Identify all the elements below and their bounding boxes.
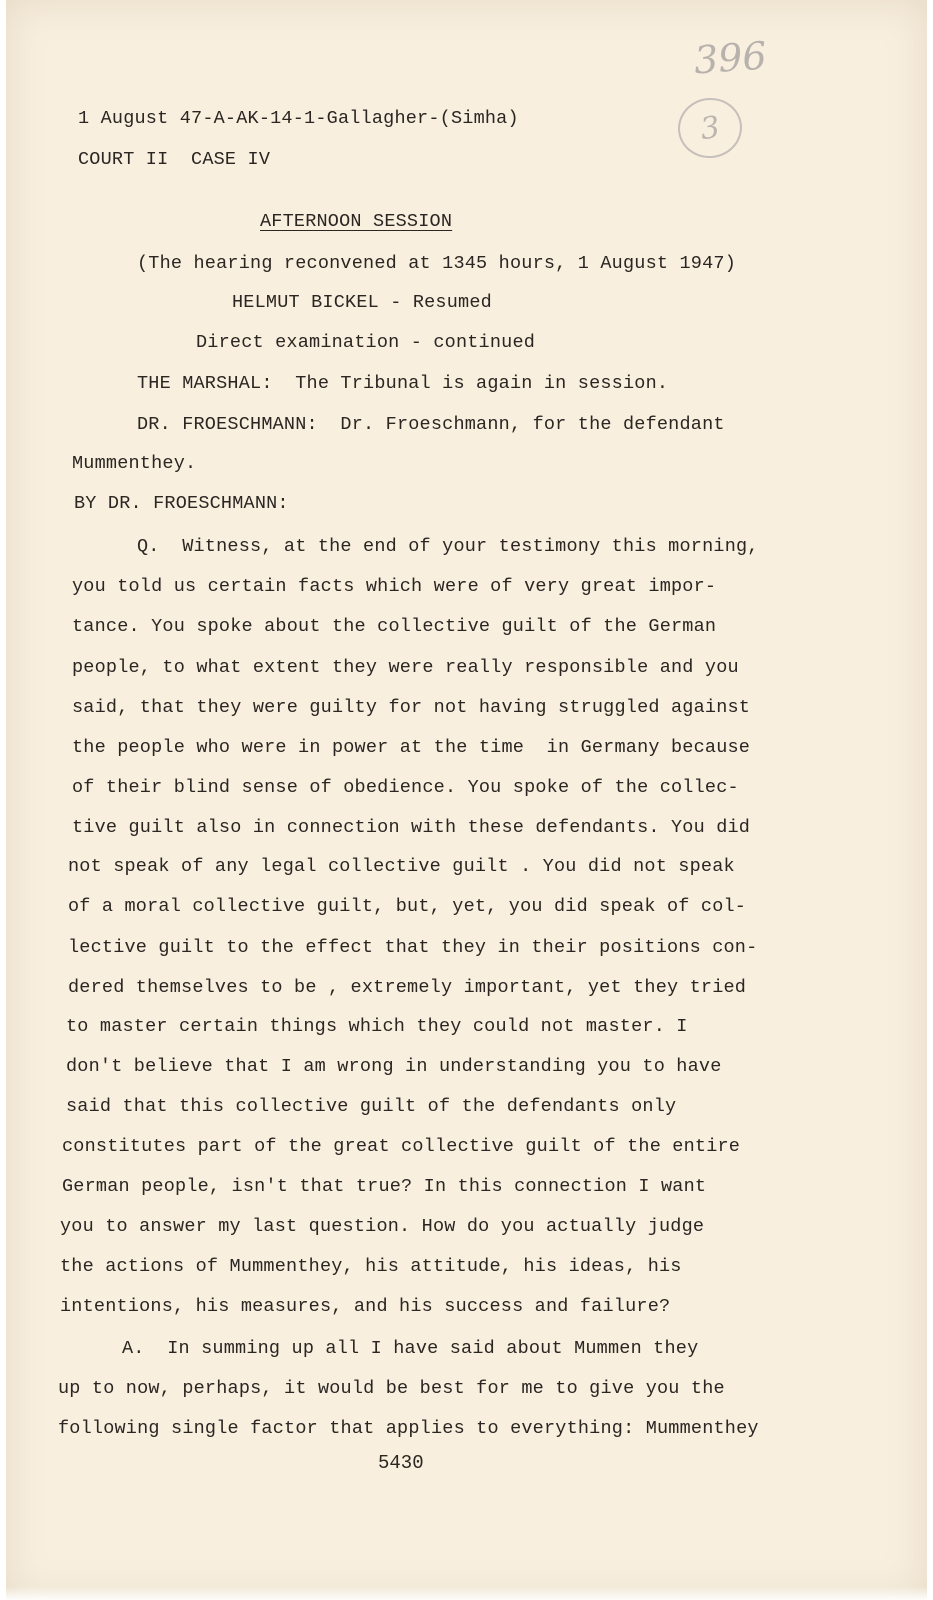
body-line: dered themselves to be , extremely important, yet they tried (68, 977, 747, 998)
body-line: tance. You spoke about the collective guilt of the German (72, 616, 717, 637)
body-line: intentions, his measures, and his success and failure? (60, 1296, 671, 1317)
body-line: of a moral collective guilt, but, yet, you did speak of col- (68, 896, 747, 917)
body-line: Q. Witness, at the end of your testimony this morning, (137, 536, 759, 557)
circled-number (674, 94, 746, 162)
body-line: the people who were in power at the time in Germany because (72, 737, 751, 758)
header-line-1: 1 August 47-A-AK-14-1-Gallagher-(Simha) (78, 108, 519, 129)
page-number: 5430 (378, 1452, 424, 1474)
body-line: A. In summing up all I have said about Mummen they (122, 1338, 699, 1359)
body-line: the actions of Mummenthey, his attitude, his ideas, his (60, 1256, 682, 1277)
circled-number-text: 3 (698, 109, 722, 147)
body-line: you to answer my last question. How do you actually judge (60, 1216, 705, 1237)
body-line: of their blind sense of obedience. You spoke of the collec- (72, 777, 739, 798)
body-line: lective guilt to the effect that they in their positions con- (68, 937, 758, 958)
pencil-page-number: 396 (692, 33, 768, 83)
body-line: Mummenthey. (72, 453, 197, 474)
body-line: not speak of any legal collective guilt . You did not speak (68, 856, 735, 877)
witness-line: HELMUT BICKEL - Resumed (232, 292, 492, 313)
body-line: constitutes part of the great collective guilt of the entire (62, 1136, 741, 1157)
body-line: don't believe that I am wrong in understanding you to have (66, 1056, 722, 1077)
exam-line: Direct examination - continued (196, 332, 536, 353)
body-line: DR. FROESCHMANN: Dr. Froeschmann, for the defendant (137, 414, 725, 435)
body-line: tive guilt also in connection with these defendants. You did (72, 817, 751, 838)
reconvened-line: (The hearing reconvened at 1345 hours, 1 August 1947) (137, 253, 736, 274)
body-line: German people, isn't that true? In this connection I want (62, 1176, 707, 1197)
body-line: BY DR. FROESCHMANN: (74, 493, 289, 514)
body-line: following single factor that applies to everything: Mummenthey (58, 1418, 759, 1439)
header-line-2: COURT II CASE IV (78, 149, 271, 170)
body-line: you told us certain facts which were of very great impor- (72, 576, 717, 597)
body-line: to master certain things which they could not master. I (66, 1016, 688, 1037)
session-title: AFTERNOON SESSION (260, 211, 453, 232)
body-line: said, that they were guilty for not having struggled against (72, 697, 751, 718)
body-line: up to now, perhaps, it would be best for me to give you the (58, 1378, 725, 1399)
body-line: people, to what extent they were really responsible and you (72, 657, 739, 678)
body-line: said that this collective guilt of the defendants only (66, 1096, 677, 1117)
body-line: THE MARSHAL: The Tribunal is again in session. (137, 373, 669, 394)
document-page (6, 0, 927, 1600)
